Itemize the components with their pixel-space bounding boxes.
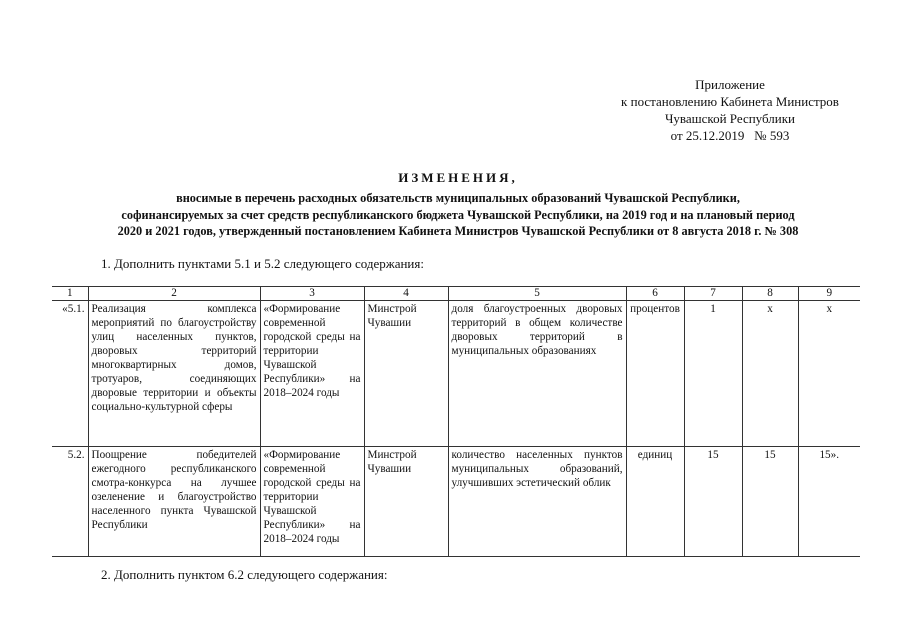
column-header: 4 (364, 287, 448, 301)
value-2020: х (742, 301, 798, 447)
column-header: 3 (260, 287, 364, 301)
value-2021: х (826, 303, 833, 315)
measure-name: Поощрение победителей ежегодного республиканского смотра-конкурса на лучшее озеленение и благоустройство населенного пункта Чувашской Республики (88, 447, 260, 557)
value-2019: 15 (684, 447, 742, 557)
value-2020: 15 (742, 447, 798, 557)
unit-of-measure: единиц (626, 447, 684, 557)
subtitle-line-3: 2020 и 2021 годов, утвержденный постановлением Кабинета Министров Чувашской Республики от 8 августа 2018 г. № 308 (117, 224, 799, 238)
column-header: 9 (798, 287, 860, 301)
column-header: 7 (684, 287, 742, 301)
measure-name: Реализация комплекса мероприятий по благоустройству улиц населенных пунктов, дворовых территорий многоквартирных домов, тротуаров, соединяющих дворовые территории и объекты социально-культурной сферы (88, 301, 260, 447)
subtitle-line-1: вносимые в перечень расходных обязательств муниципальных образований Чувашской Республики, (176, 191, 740, 205)
table-row (52, 447, 860, 557)
appendix-date-number: от 25.12.2019 № 593 (670, 128, 790, 143)
column-header: 2 (88, 287, 260, 301)
changes-table (52, 286, 860, 557)
state-program: «Формирование современной городской среды на территории Чувашской Республики» на 2018–2024 годы (260, 301, 364, 447)
subtitle-line-2: софинансируемых за счет средств республиканского бюджета Чувашской Республики, на 2019 год и на плановый период (121, 207, 795, 222)
appendix-header (600, 76, 860, 144)
value-2021: 15». (798, 447, 860, 557)
appendix-label: Приложение (695, 77, 765, 92)
table-header-row (52, 287, 860, 301)
appendix-republic: Чувашской Республики (664, 111, 796, 126)
column-header: 5 (448, 287, 626, 301)
table-row (52, 301, 860, 447)
column-header: 1 (52, 287, 88, 301)
state-program: «Формирование современной городской среды на территории Чувашской Республики» на 2018–2024 годы (260, 447, 364, 557)
target-indicator: количество населенных пунктов муниципальных образований, улучшивших эстетический облик (448, 447, 626, 557)
document-title: ИЗМЕНЕНИЯ, (398, 170, 518, 185)
responsible-agency: Минстрой Чувашии (364, 301, 448, 447)
paragraph-1: 1. Дополнить пунктами 5.1 и 5.2 следующего содержания: (101, 256, 424, 271)
paragraph-2: 2. Дополнить пунктом 6.2 следующего содержания: (101, 567, 388, 582)
document-subtitle (40, 190, 876, 240)
row-number: «5.1. (52, 301, 88, 447)
target-indicator: доля благоустроенных дворовых территорий в общем количестве дворовых территорий в муниципальных образованиях (448, 301, 626, 447)
column-header: 6 (626, 287, 684, 301)
row-number: 5.2. (52, 447, 88, 557)
appendix-resolution: к постановлению Кабинета Министров (621, 94, 839, 109)
responsible-agency: Минстрой Чувашии (364, 447, 448, 557)
unit-of-measure: процентов (626, 301, 684, 447)
column-header: 8 (742, 287, 798, 301)
value-2019: 1 (684, 301, 742, 447)
